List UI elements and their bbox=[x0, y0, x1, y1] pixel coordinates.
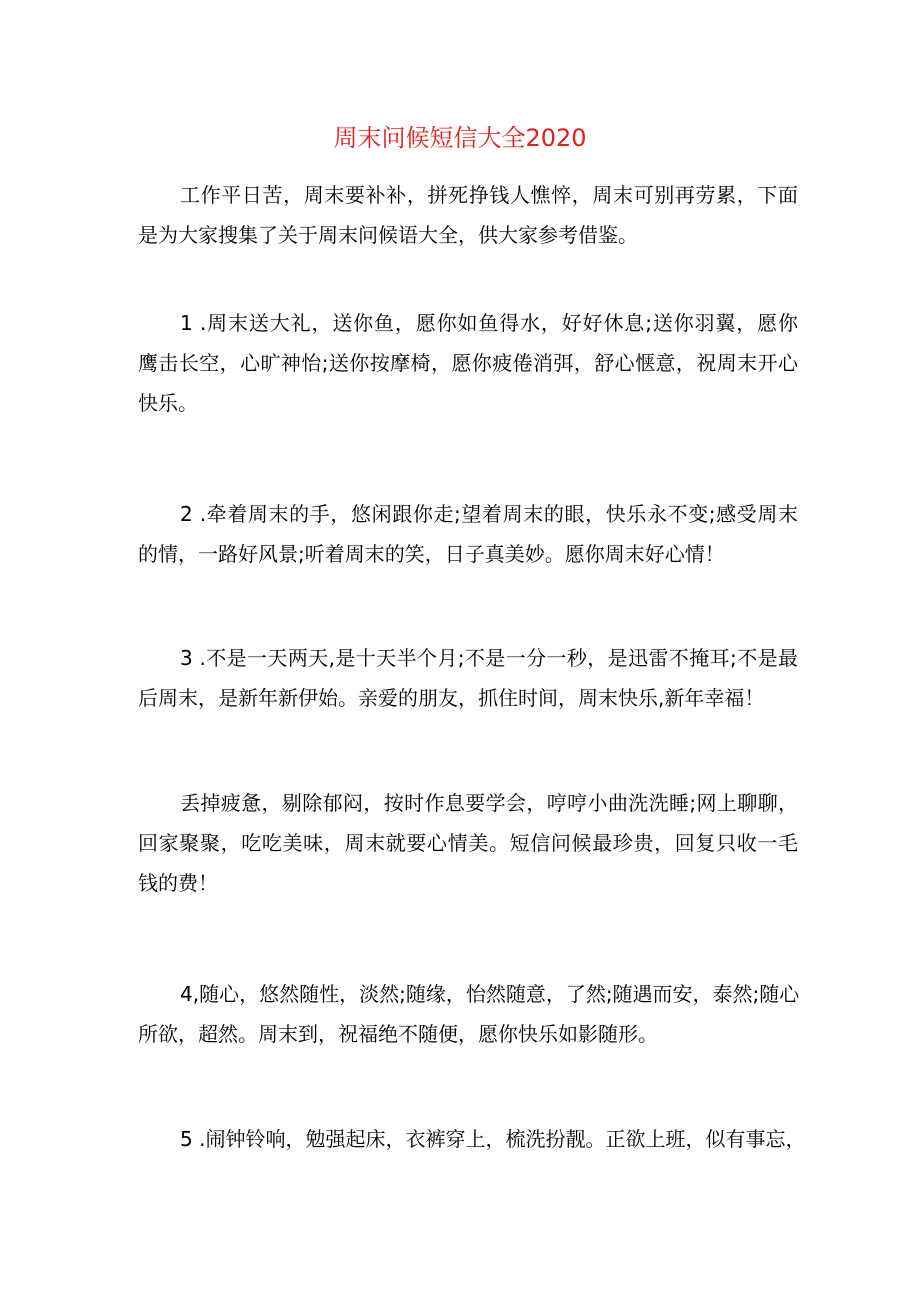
paragraph-line: 5 .闹钟铃响，勉强起床，衣裤穿上，梳洗扮靓。正欲上班，似有事忘， bbox=[180, 1127, 806, 1151]
paragraph-line: 工作平日苦，周末要补补，拼死挣钱人憔悴，周末可别再劳累，下面 bbox=[180, 183, 798, 207]
paragraph-line: 快乐。 bbox=[138, 391, 198, 415]
paragraph-line: 后周末，是新年新伊始。亲爱的朋友，抓住时间，周末快乐,新年幸福！ bbox=[138, 686, 765, 710]
paragraph-item-5 bbox=[138, 1119, 806, 1159]
paragraph-line: 1 .周末送大礼，送你鱼，愿你如鱼得水，好好休息;送你羽翼，愿你 bbox=[180, 311, 798, 335]
paragraph-line: 4,随心，悠然随性，淡然;随缘，怡然随意，了然;随遇而安，泰然;随心 bbox=[180, 982, 800, 1006]
paragraph-line: 所欲，超然。周末到，祝福绝不随便，愿你快乐如影随形。 bbox=[138, 1022, 658, 1046]
paragraph-extra bbox=[138, 783, 798, 903]
paragraph-line: 3 .不是一天两天,是十天半个月;不是一分一秒，是迅雷不掩耳;不是最 bbox=[180, 646, 798, 670]
paragraph-line: 回家聚聚，吃吃美味，周末就要心情美。短信问候最珍贵，回复只收一毛 bbox=[138, 831, 798, 855]
paragraph-item-3 bbox=[138, 638, 798, 718]
paragraph-item-2 bbox=[138, 494, 798, 574]
paragraph-line: 鹰击长空，心旷神怡;送你按摩椅，愿你疲倦消弭，舒心惬意，祝周末开心 bbox=[138, 351, 798, 375]
paragraph-line: 是为大家搜集了关于周末问候语大全，供大家参考借鉴。 bbox=[138, 223, 638, 247]
paragraph-line: 钱的费！ bbox=[138, 871, 218, 895]
paragraph-line: 丢掉疲惫，剔除郁闷，按时作息要学会，哼哼小曲洗洗睡;网上聊聊， bbox=[180, 791, 798, 815]
document-title: 周末问候短信大全2020 bbox=[333, 124, 587, 152]
paragraph-line: 2 .牵着周末的手，悠闲跟你走;望着周末的眼，快乐永不变;感受周末 bbox=[180, 502, 798, 526]
paragraph-item-1 bbox=[138, 303, 798, 423]
paragraph-intro bbox=[138, 175, 798, 255]
paragraph-line: 的情，一路好风景;听着周末的笑，日子真美妙。愿你周末好心情！ bbox=[138, 542, 725, 566]
paragraph-item-4 bbox=[138, 974, 798, 1054]
